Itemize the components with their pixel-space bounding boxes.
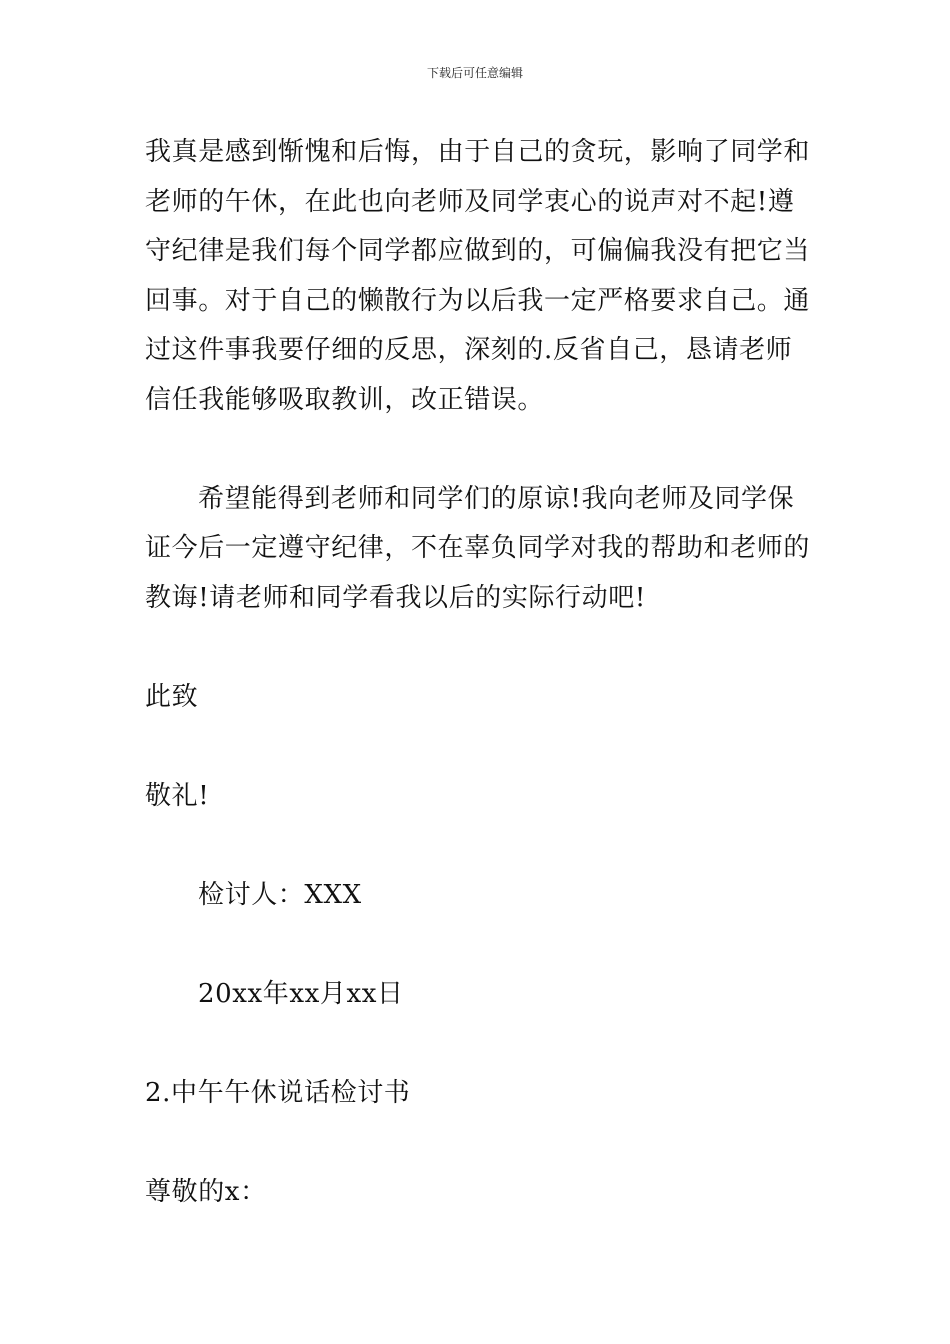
- signer-line: 检讨人：XXX: [198, 879, 362, 910]
- salutation-line: 尊敬的x：: [145, 1176, 267, 1207]
- date-line: 20xx年xx月xx日: [198, 978, 404, 1009]
- spacer: [145, 821, 810, 871]
- download-note: 下载后可任意编辑: [426, 66, 523, 80]
- paragraph-apology: 我真是感到惭愧和后悔，由于自己的贪玩，影响了同学和老师的午休，在此也向老师及同学衷心的说声对不起!遵守纪律是我们每个同学都应做到的，可偏偏我没有把它当回事。对于自己的懒散行为以后我一定严格要求自己。通过这件事我要仔细的反思，深刻的.反省自己，恳请老师信任我能够吸取教训，改正错误。: [145, 137, 811, 415]
- spacer: [145, 1118, 810, 1168]
- spacer: [145, 722, 810, 772]
- paragraph-promise: 希望能得到老师和同学们的原谅!我向老师及同学保证今后一定遵守纪律，不在辜负同学对我的帮助和老师的教诲!请老师和同学看我以后的实际行动吧!: [145, 483, 811, 613]
- spacer: [145, 425, 810, 475]
- closing-salutation: 此致: [145, 681, 199, 712]
- spacer: [145, 920, 810, 970]
- spacer: [145, 1019, 810, 1069]
- spacer: [145, 623, 810, 673]
- document-body: [145, 128, 810, 1217]
- closing-regards: 敬礼!: [145, 780, 210, 811]
- section-title: 2.中午午休说话检讨书: [145, 1077, 411, 1108]
